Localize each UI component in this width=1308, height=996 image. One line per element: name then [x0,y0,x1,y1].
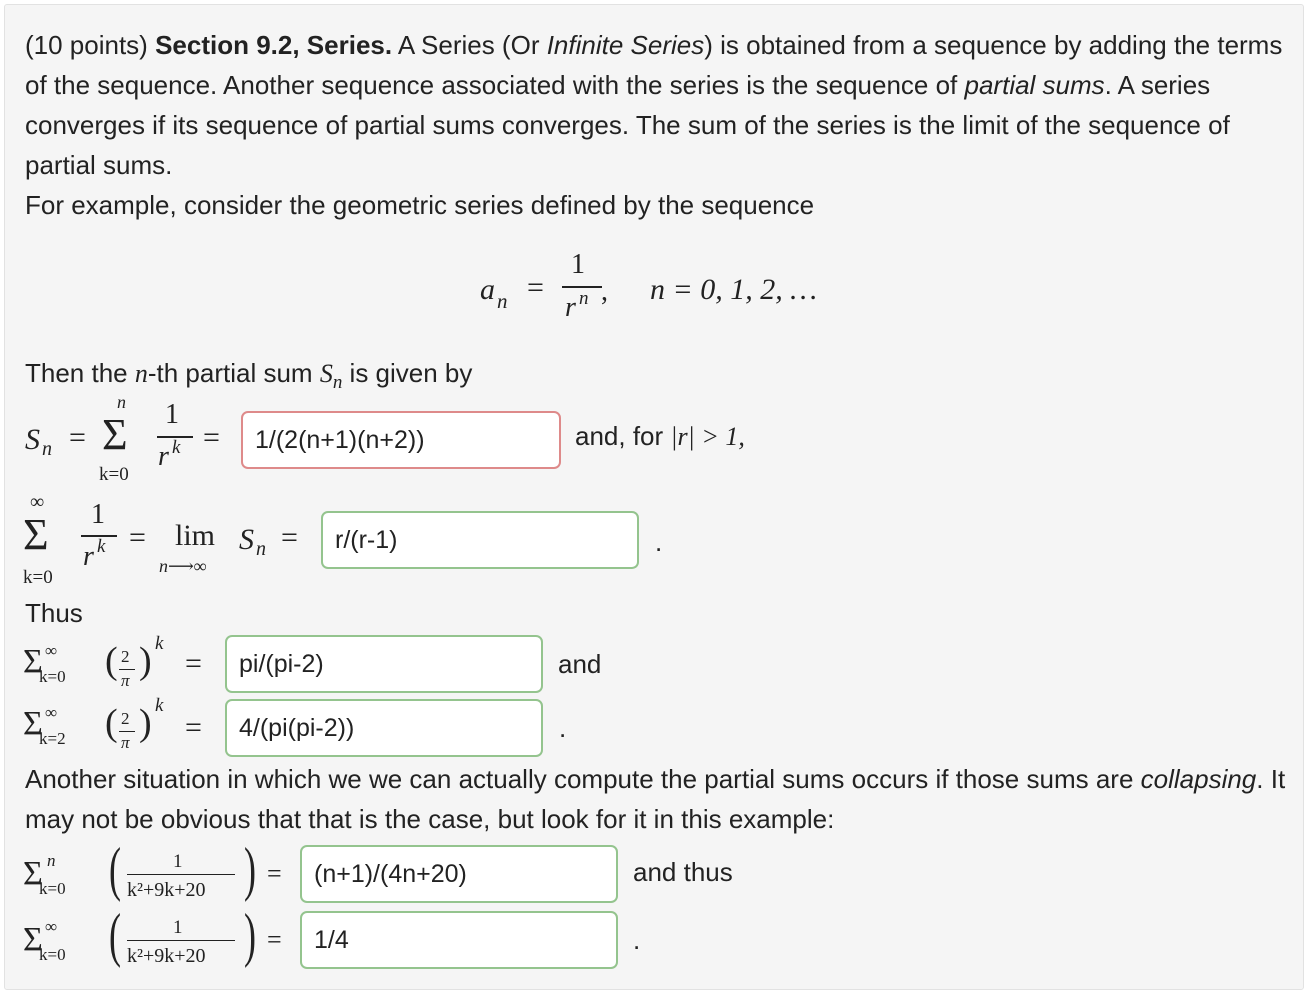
sum-from-2-input[interactable]: 4/(pi(pi-2)) [225,699,543,757]
partial-sum-input[interactable]: 1/(2(n+1)(n+2)) [241,411,561,469]
and-label: and [558,649,602,679]
collapsing-partial-input[interactable]: (n+1)/(4n+20) [300,845,618,903]
period-2: . [559,713,567,743]
intro-paragraph: (10 points) Section 9.2, Series. A Series (Or Infinite Series) is obtained from a sequence by adding the terms of the sequence. Another sequence associated with the series is the sequence of partial sums. A series converges if its sequence of partial sums converges. The sum of the series is the limit of the sequence of partial sums. [25,30,1283,180]
example-line: For example, consider the geometric series defined by the sequence [25,190,815,220]
section-title: Section 9.2, Series. [155,30,393,60]
points-label: (10 points) [25,30,148,60]
question-panel: (10 points) Section 9.2, Series. A Series (Or Infinite Series) is obtained from a sequence by adding the terms of the sequence. Another sequence associated with the series is the sequence of partial sums. A series converges if its sequence of partial sums converges. The sum of the series is the limit of the sequence of partial sums. For example, consider the geometric series defined by the sequence a n = 1 r n , n = 0, 1, 2, … Then the n-th partial sum $S_n$ is given by S n = n Σ k=0 1 r k = 1/(2(n+1)(n+2)) and, for |r| > 1, ∞ Σ k=0 1 r k = lim n⟶∞ S n = r/(r-1) . Thus Σ ∞ k=0 ( 2 π ) k = pi/(pi-2) and Σ ∞ k=2 ( 2 π ) k = 4/(pi(pi-2)) . Another situation in which we we can actually compute the partial sums occurs if those sums are collapsing. It may not be obvious that that is the case, but look for it in this example: Σ n k=0 ( 1 k²+9k+20 ) = (n+1)/(4n+20) and thus Σ ∞ k=0 ( 1 k²+9k+20 ) = 1/4 . [4,4,1304,990]
period-1: . [655,527,663,557]
collapsing-sum-input[interactable]: 1/4 [300,911,618,969]
period-3: . [633,925,641,955]
series-sum-input[interactable]: r/(r-1) [321,511,639,569]
thus-label: Thus [25,598,83,628]
and-for-label: and, for |r| > 1, [575,421,745,451]
and-thus-label: and thus [633,857,733,887]
sum-from-0-input[interactable]: pi/(pi-2) [225,635,543,693]
collapsing-paragraph: Another situation in which we we can actually compute the partial sums occurs if those sums are collapsing. It may not be obvious that that is the case, but look for it in this example: [25,764,1286,834]
partial-sum-intro: Then the n-th partial sum $S_n$ is given by [25,358,473,394]
